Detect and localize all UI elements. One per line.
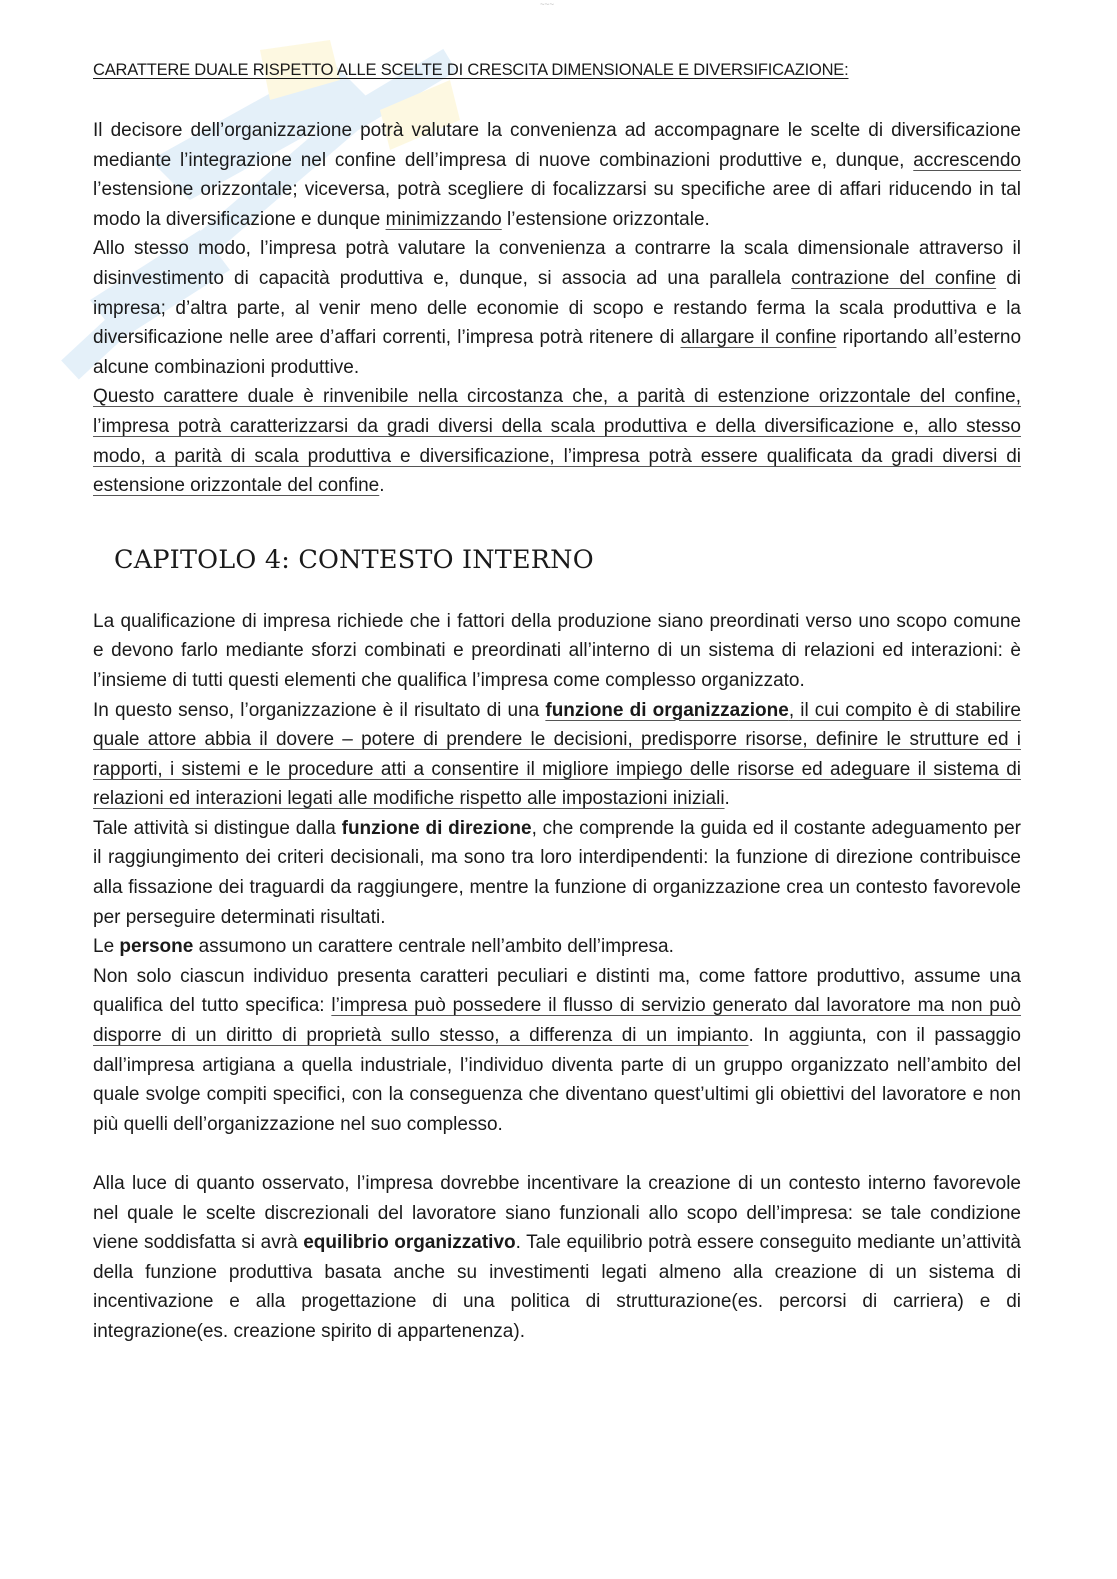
text-segment: l’estensione orizzontale; viceversa, potrà scegliere di focalizzarsi su specifiche aree di affari riducendo in tal modo la diversificazione e dunque [93,179,1021,230]
chapter-title: CAPITOLO 4: CONTESTO INTERNO [114,544,594,575]
chapter-paragraphs [93,607,1021,1347]
text-segment: assumono un carattere centrale nell’ambito dell’impresa. [193,936,674,958]
text-segment: In questo senso, l’organizzazione è il risultato di una [93,699,546,721]
text-segment: minimizzando [385,208,502,230]
text-segment: funzione di direzione [341,817,532,839]
section-heading: CARATTERE DUALE RISPETTO ALLE SCELTE DI CRESCITA DIMENSIONALE E DIVERSIFICAZIONE: [93,61,849,79]
paragraph [93,382,1021,500]
text-segment: . In aggiunta, con il passaggio dall’impresa artigiana a quella industriale, l’individuo diventa parte di un gruppo organizzato nell’ambito del quale svolge compiti specifici, con la conseguenza che diventano quest’ultimi gli obiettivi del lavoratore e non più quelli dell’organizzazione nel suo complesso. [93,1025,1021,1135]
text-segment: Il decisore dell’organizzazione potrà valutare la convenienza ad accompagnare le scelte di diversificazione mediante l’integrazione nel confine dell’impresa di nuove combinazioni produttive e, dunque, [93,120,1021,171]
text-segment: . Tale equilibrio potrà essere conseguito mediante un’attività della funzione produttiva basata anche su investimenti legati almeno alla creazione di un sistema di incentivazione e alla progettazione di una politica di strutturazione(es. percorsi di carriera) e di integrazione(es. creazione spirito di appartenenza). [93,1232,1021,1342]
text-segment: equilibrio organizzativo [303,1232,516,1254]
text-segment: La qualificazione di impresa richiede che i fattori della produzione siano preordinati verso uno scopo comune e devono farlo mediante sforzi combinati e preordinati all’interno di un sistema di relazioni ed interazioni: è l’insieme di tutti questi elementi che qualifica l’impresa come complesso organizzato. [93,610,1021,691]
text-segment: allargare il confine [680,327,837,349]
text-segment: Non solo ciascun individuo presenta caratteri peculiari e distinti ma, come fattore produttivo, assume una qualifica del tutto specifica: [93,965,1021,1017]
text-segment: Questo carattere duale è rinvenibile nella circostanza che, a parità di estenzione orizzontale del confine, l’impresa potrà caratterizzarsi da gradi diversi della scala produttiva e della diversificazione e, allo stesso modo, a parità di scala produttiva e diversificazione, l’impresa potrà essere qualificata da gradi diversi di estensione orizzontale del confine [93,386,1021,497]
text-segment: di impresa; d’altra parte, al venir meno delle economie di scopo e restando ferma la scala produttiva e la diversificazione nelle aree d’affari correnti, l’impresa potrà ritenere di [93,267,1021,349]
text-segment: Le [93,936,120,958]
text-segment: l’estensione orizzontale. [501,208,710,230]
paragraph [93,234,1021,382]
paragraph [93,116,1021,234]
text-segment: Alla luce di quanto osservato, l’impresa dovrebbe incentivare la creazione di un contesto interno favorevole nel quale le scelte discrezionali del lavoratore siano funzionali allo scopo dell’impresa: se tale condizione viene soddisfatta si avrà [93,1173,1021,1254]
paragraph [93,696,1021,814]
text-segment: l’impresa può possedere il flusso di servizio generato dal lavoratore ma non può disporre di un diritto di proprietà sullo stesso, a differenza di un impianto [93,995,1021,1047]
text-segment: Tale attività si distingue dalla [93,817,342,839]
text-segment: funzione di organizzazione [545,699,789,721]
text-segment: accrescendo [913,149,1021,171]
text-segment: Allo stesso modo, l’impresa potrà valutare la convenienza a contrarre la scala dimensionale attraverso il disinvestimento di capacità produttiva e, dunque, si associa ad una parallela [93,238,1021,289]
paragraph-gap [93,1139,1021,1169]
paragraph [93,607,1021,696]
paragraph [93,962,1021,1140]
text-segment: . [724,788,730,810]
text-segment: . [379,475,385,497]
text-segment: , che comprende la guida ed il costante adeguamento per il raggiungimento dei criteri decisionali, ma sono tra loro interdipendenti: la funzione di direzione contribuisce alla fissazione dei traguardi da raggiungere, mentre la funzione di organizzazione crea un contesto favorevole per perseguire determinati risultati. [93,817,1021,928]
text-segment: , il cui compito è di stabilire quale attore abbia il dovere – potere di prendere le decisioni, predisporre risorse, definire le strutture ed i rapporti, i sistemi e le procedure atti a consentire il migliore impiego delle risorse ed adeguare il sistema di relazioni ed interazioni legati alle modifiche rispetto alle impostazioni iniziali [93,699,1021,810]
page-top-mark: ~~~ [540,0,555,9]
text-segment: contrazione del confine [791,267,997,289]
paragraph [93,814,1021,932]
paragraph [93,1169,1021,1347]
text-segment: persone [119,936,194,958]
document-page [93,58,1021,1347]
paragraph [93,932,1021,962]
text-segment: riportando all’esterno alcune combinazioni produttive. [93,327,1022,378]
top-paragraphs [93,116,1021,501]
